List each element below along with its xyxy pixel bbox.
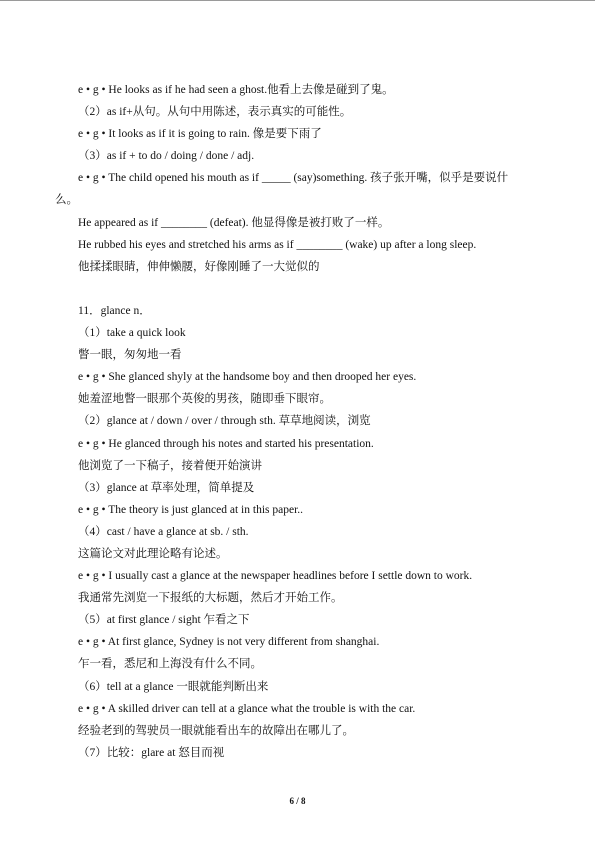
section-heading: 11．glance n．: [78, 304, 151, 317]
text-line: （4）cast / have a glance at sb. / sth.: [78, 525, 249, 538]
text-line: 他浏览了一下稿子，接着便开始演讲: [78, 459, 262, 472]
text-line: （3）as if + to do / doing / done / adj.: [78, 150, 255, 163]
text-line: e • g • It looks as if it is going to rain. 像是要下雨了: [78, 128, 322, 141]
header-rule: [0, 0, 595, 1]
text-line: （2）as if+从句。从句中用陈述，表示真实的可能性。: [78, 106, 352, 119]
text-line: 她羞涩地瞥一眼那个英俊的男孩，随即垂下眼帘。: [78, 393, 331, 406]
text-line: 我通常先浏览一下报纸的大标题，然后才开始工作。: [78, 592, 343, 605]
text-line: （5）at first glance / sight 乍看之下: [78, 614, 250, 627]
text-line: He rubbed his eyes and stretched his arms as if ________ (wake) up after a long sleep.: [78, 238, 477, 251]
text-line: 他揉揉眼睛，伸伸懒腰，好像刚睡了一大觉似的: [78, 260, 320, 273]
document-body: [55, 79, 548, 764]
page-number: 6 / 8: [289, 796, 306, 806]
text-line-continuation: 么。: [55, 194, 78, 207]
text-line: 经验老到的驾驶员一眼就能看出车的故障出在哪儿了。: [78, 724, 354, 737]
text-line: e • g • The theory is just glanced at in this paper..: [78, 503, 304, 516]
text-line: （6）tell at a glance 一眼就能判断出来: [78, 680, 269, 693]
text-line: e • g • At first glance, Sydney is not very different from shanghai.: [78, 636, 380, 649]
text-line: e • g • A skilled driver can tell at a glance what the trouble is with the car.: [78, 702, 416, 715]
text-line: （7）比较：glare at 怒目而视: [78, 746, 225, 759]
text-line: e • g • He looks as if he had seen a ghost.他看上去像是碰到了鬼。: [78, 84, 394, 96]
text-line: （1）take a quick look: [78, 327, 186, 340]
text-line: e • g • She glanced shyly at the handsome boy and then drooped her eyes.: [78, 371, 417, 384]
text-line: e • g • I usually cast a glance at the newspaper headlines before I settle down to work.: [78, 570, 473, 583]
text-line: e • g • He glanced through his notes and started his presentation.: [78, 437, 374, 450]
text-line: He appeared as if ________ (defeat). 他显得像是被打败了一样。: [78, 216, 390, 229]
text-line: （2）glance at / down / over / through sth. 草草地阅读，浏览: [78, 415, 371, 428]
text-line: 乍一看，悉尼和上海没有什么不同。: [78, 658, 262, 671]
text-line: e • g • The child opened his mouth as if _____ (say)something. 孩子张开嘴，似乎是要说什: [78, 172, 509, 185]
text-line: 这篇论文对此理论略有论述。: [78, 547, 228, 560]
text-line: 瞥一眼，匆匆地一看: [78, 349, 182, 362]
text-line: （3）glance at 草率处理，简单提及: [78, 481, 255, 494]
blank-line: [78, 278, 548, 300]
